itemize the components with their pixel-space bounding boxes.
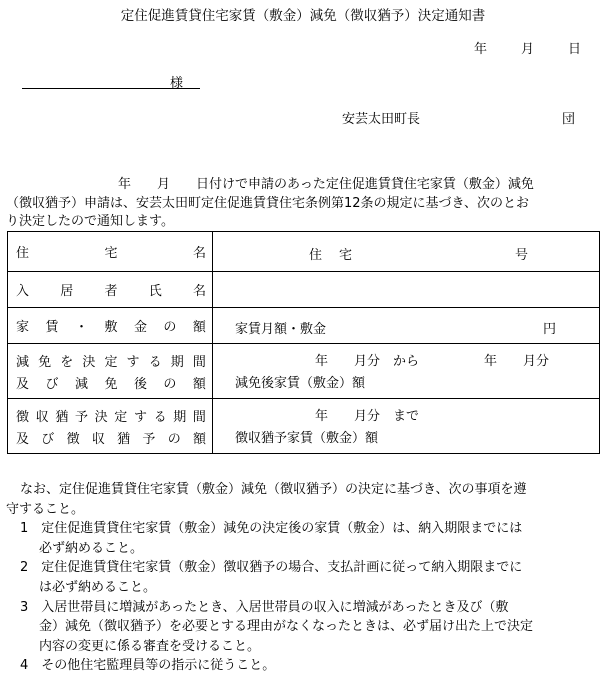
resident-name-cell — [213, 272, 600, 308]
note-2-cont: は必ず納めること。 — [39, 579, 157, 595]
row-deferral-period — [8, 399, 600, 454]
monthly-rent-label: 家賃月額・敷金 — [235, 321, 327, 337]
date-day: 日 — [568, 42, 582, 57]
deferral-period-cell — [213, 405, 599, 447]
seal-mark: 団 — [562, 112, 576, 127]
yen-unit: 円 — [543, 321, 557, 337]
label-reduction-period: 減 免 を 決 定 す る 期 間 — [16, 354, 206, 370]
issuer-name: 安芸太田町長 — [342, 112, 421, 127]
reduction-period-range: 年 月分 から 年 月分 — [315, 354, 550, 369]
note-3: 3 入居世帯員に増減があったとき、入居世帯員の収入に増減があったとき及び（敷 — [20, 599, 509, 615]
addressee-blank-line — [22, 88, 200, 89]
intro-line-1: 年 月 日付けで申請のあった定住促進賃貸住宅家賃（敷金）減免 — [118, 177, 534, 192]
label-deferral-period: 徴 収 猶 予 決 定 す る 期 間 — [16, 409, 206, 425]
issue-date — [474, 38, 581, 57]
note-2: 2 定住促進賃貸住宅家賃（敷金）徴収猶予の場合、支払計画に従って納入期限までに — [20, 560, 523, 576]
row-rent-deposit — [8, 308, 600, 344]
intro-line-2: （徴収猶予）申請は、安芸太田町定住促進賃貸住宅条例第12条の規定に基づき、次のとお — [6, 195, 530, 211]
deferral-period-range: 年 月分 まで — [315, 409, 420, 424]
deferred-rent-label: 徴収猶予家賃（敷金）額 — [235, 431, 379, 446]
note-1-cont: 必ず納めること。 — [39, 540, 144, 556]
label-resident-name: 入 居 者 氏 名 — [16, 284, 206, 299]
note-3-cont-2: 内容の変更に係る審査を受けること。 — [39, 638, 261, 654]
reduced-rent-label: 減免後家賃（敷金）額 — [235, 376, 366, 391]
note-1: 1 定住促進賃貸住宅家賃（敷金）減免の決定後の家賃（敷金）は、納入期限までには — [20, 521, 523, 537]
notes-intro: なお、定住促進賃貸住宅家賃（敷金）減免（徴収猶予）の決定に基づき、次の事項を遵 — [20, 482, 527, 497]
label-housing-name: 住 宅 名 — [16, 246, 206, 261]
date-year: 年 — [474, 42, 488, 57]
rent-amount-cell — [213, 316, 599, 336]
label-reduced-amount: 及 び 減 免 後 の 額 — [16, 376, 206, 392]
date-month: 月 — [521, 42, 535, 57]
notes-section — [6, 480, 533, 676]
addressee-suffix: 様 — [170, 76, 184, 91]
note-3-cont: 金）減免（徴収猶予）を必要とする理由がなくなったときは、必ず届け出た上で決定 — [39, 619, 534, 635]
notes-intro-cont: 守すること。 — [6, 501, 85, 517]
intro-line-3: り決定したので通知します。 — [6, 214, 174, 229]
label-rent-deposit: 家 賃 ・ 敷 金 の 額 — [16, 320, 206, 335]
detail-table — [7, 231, 600, 454]
row-reduction-period — [8, 344, 600, 399]
reduction-period-cell — [213, 350, 599, 392]
intro-paragraph — [6, 176, 534, 232]
label-deferred-amount: 及 び 徴 収 猶 予 の 額 — [16, 431, 206, 447]
row-resident-name — [8, 272, 600, 308]
document-title: 定住促進賃貸住宅家賃（敷金）減免（徴収猶予）決定通知書 — [120, 8, 486, 24]
housing-number-cell: 住 宅 号 — [309, 247, 529, 263]
note-4: 4 その他住宅監理員等の指示に従うこと。 — [20, 658, 276, 674]
row-housing-name — [8, 232, 600, 272]
